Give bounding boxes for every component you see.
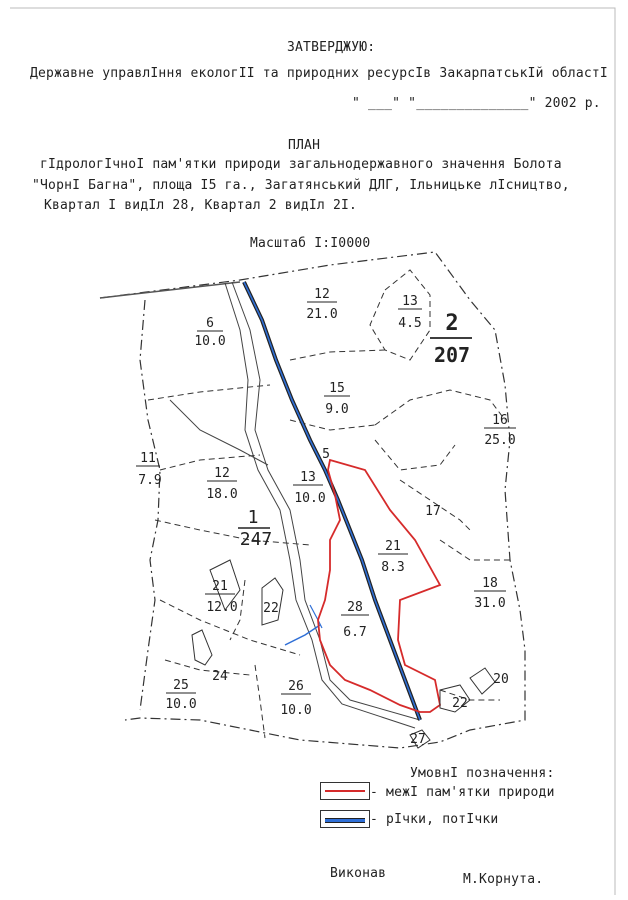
small-plots xyxy=(192,560,495,748)
parcel-26 xyxy=(280,679,311,718)
svg-text:28: 28 xyxy=(347,600,363,615)
plot-label-5: 5 xyxy=(322,447,330,462)
parcel-12-q1 xyxy=(206,466,237,502)
svg-text:18: 18 xyxy=(482,576,498,591)
plot-label-27: 27 xyxy=(410,732,426,747)
plan-description-line-3: Квартал I видIл 28, Квартал 2 видIл 2I. xyxy=(44,198,358,213)
parcel-25 xyxy=(165,678,196,712)
svg-text:6.7: 6.7 xyxy=(343,625,367,640)
monument-boundary xyxy=(318,460,440,712)
parcel-16 xyxy=(484,413,516,448)
parcel-18 xyxy=(474,576,506,611)
quarter-1-label xyxy=(238,507,272,550)
svg-text:18.0: 18.0 xyxy=(206,487,238,502)
parcel-28 xyxy=(341,600,369,640)
parcel-21-q1 xyxy=(205,579,238,615)
svg-text:7.9: 7.9 xyxy=(138,473,162,488)
parcel-11 xyxy=(136,451,162,488)
legend-river-line xyxy=(325,818,365,823)
approval-date-line: " ___" "______________" 2002 р. xyxy=(352,96,601,111)
page-frame xyxy=(10,8,615,895)
plot-label-17: 17 xyxy=(425,504,441,519)
approval-heading: ЗАТВЕРДЖУЮ: xyxy=(287,40,376,55)
svg-text:11: 11 xyxy=(140,451,156,466)
legend-title: УмовнI позначення: xyxy=(410,766,555,781)
svg-text:247: 247 xyxy=(239,529,273,550)
parcel-6 xyxy=(194,316,225,349)
svg-text:12: 12 xyxy=(214,466,230,481)
plan-description-line-2: "ЧорнI Багна", площа I5 га., Загатянський ДЛГ, Ільницьке лIсництво, xyxy=(32,178,570,193)
svg-text:31.0: 31.0 xyxy=(474,596,506,611)
map-scale: Масштаб I:I0000 xyxy=(250,236,371,251)
parcel-13-q2 xyxy=(398,294,422,331)
legend-river-swatch xyxy=(320,810,370,828)
svg-text:25: 25 xyxy=(173,678,189,693)
svg-text:10.0: 10.0 xyxy=(165,697,197,712)
svg-text:21.0: 21.0 xyxy=(306,307,338,322)
svg-text:2: 2 xyxy=(445,311,459,336)
river-line xyxy=(244,282,420,720)
svg-text:21: 21 xyxy=(212,579,228,594)
svg-text:21: 21 xyxy=(385,539,401,554)
svg-text:13: 13 xyxy=(300,470,316,485)
svg-text:10.0: 10.0 xyxy=(194,334,226,349)
svg-text:8.3: 8.3 xyxy=(381,560,405,575)
legend-boundary-line xyxy=(325,790,365,792)
legend-boundary-swatch xyxy=(320,782,370,800)
svg-text:6: 6 xyxy=(206,316,214,331)
approval-organization: Державне управлIння екологII та природних ресурсIв ЗакарпатськIй областI xyxy=(30,66,608,81)
svg-text:4.5: 4.5 xyxy=(398,316,422,331)
svg-text:10.0: 10.0 xyxy=(294,491,326,506)
legend-boundary-label: - межI пам'ятки природи xyxy=(370,785,555,800)
quarter-2-label xyxy=(430,311,472,367)
svg-text:9.0: 9.0 xyxy=(325,402,349,417)
svg-text:1: 1 xyxy=(247,507,259,528)
plot-label-24: 24 xyxy=(212,669,228,684)
svg-text:16: 16 xyxy=(492,413,508,428)
svg-text:25.0: 25.0 xyxy=(484,433,516,448)
legend-river-label: - рIчки, потIчки xyxy=(370,812,499,827)
plan-title: ПЛАН xyxy=(288,138,321,153)
executor-name: М.Корнута. xyxy=(463,872,544,887)
svg-text:26: 26 xyxy=(288,679,304,694)
svg-text:15: 15 xyxy=(329,381,345,396)
svg-text:207: 207 xyxy=(433,343,471,367)
parcel-13-q1 xyxy=(293,470,326,506)
parcel-21-q2 xyxy=(378,539,408,575)
svg-text:10.0: 10.0 xyxy=(280,703,312,718)
plot-label-22: 22 xyxy=(452,696,468,711)
plan-description-line-1: гIдрологIчноI пам'ятки природи загальнодержавного значення Болота xyxy=(40,157,562,172)
parcel-12-q2 xyxy=(306,287,337,322)
svg-text:12.0: 12.0 xyxy=(206,600,238,615)
plot-label-20: 20 xyxy=(493,672,509,687)
road-line xyxy=(100,282,240,298)
plot-label-22-small: 22 xyxy=(263,601,279,616)
executed-by-label: Виконав xyxy=(330,866,387,881)
svg-text:12: 12 xyxy=(314,287,330,302)
parcel-15 xyxy=(324,381,350,417)
svg-text:13: 13 xyxy=(402,294,418,309)
plot-labels xyxy=(212,447,509,747)
